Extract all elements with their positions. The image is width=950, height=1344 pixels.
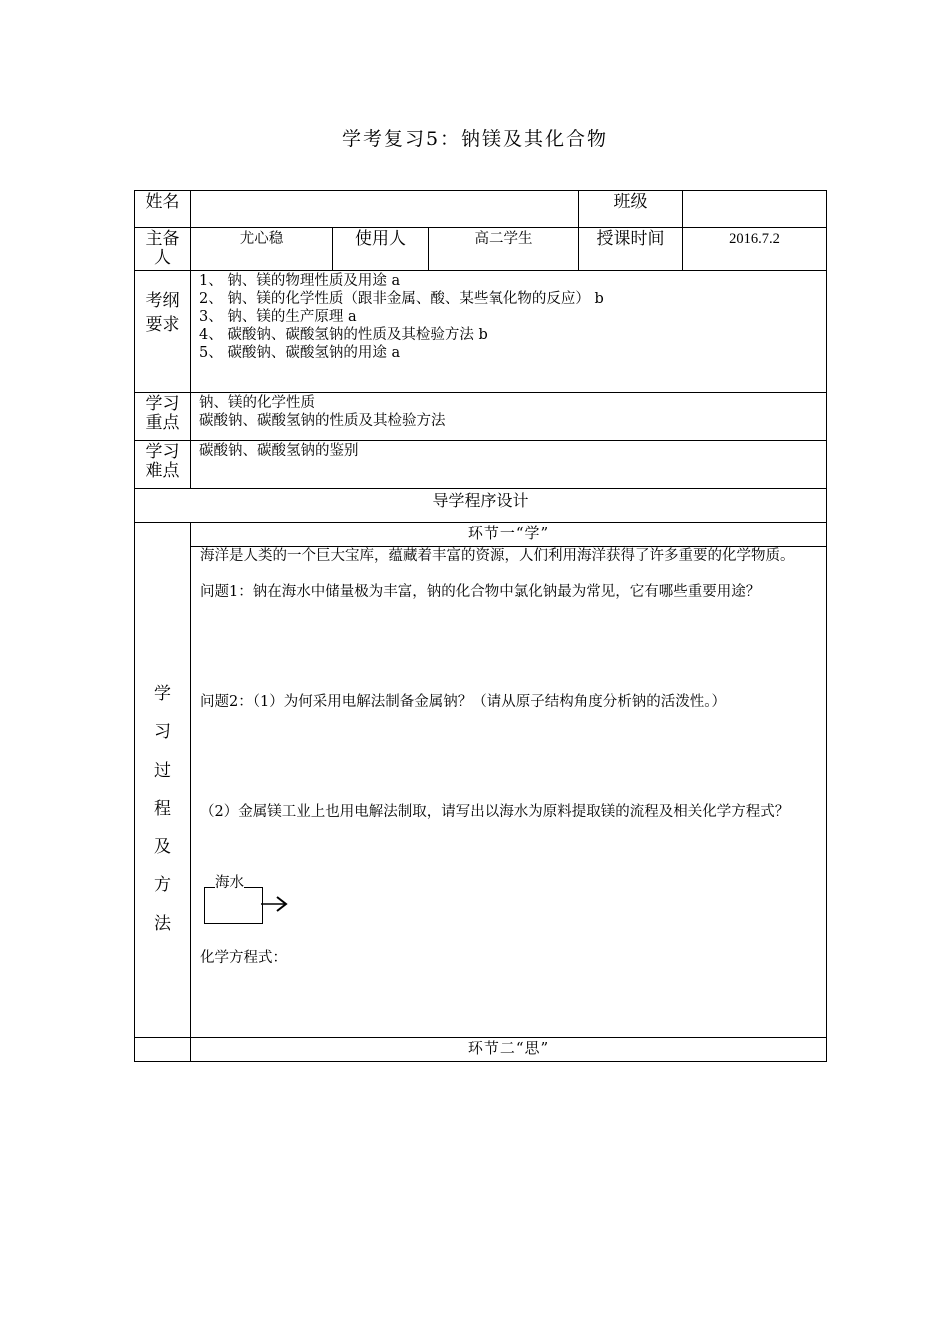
preparer-label: 主备人	[135, 228, 191, 271]
question-1: 问题1：钠在海水中储量极为丰富，钠的化合物中氯化钠最为常见，它有哪些重要用途？	[200, 584, 761, 600]
section2-side-cell	[135, 1038, 191, 1062]
class-label: 班级	[579, 191, 683, 228]
list-item: 3、 钠、镁的生产原理 a	[199, 309, 357, 325]
design-heading: 导学程序设计	[135, 489, 827, 523]
time-label: 授课时间	[579, 228, 683, 271]
date-value: 2016.7.2	[683, 228, 827, 271]
section1-heading-row	[135, 523, 827, 547]
page-title: 学考复习5：钠镁及其化合物	[341, 128, 609, 150]
section2-heading-row	[135, 1038, 827, 1062]
user-label: 使用人	[333, 228, 429, 271]
difficult-points-row	[135, 441, 827, 489]
name-field[interactable]	[191, 191, 579, 228]
name-row	[135, 191, 827, 228]
section2-heading: 环节二“思”	[191, 1038, 827, 1062]
preparer-value: 尤心稳	[191, 228, 333, 271]
lesson-plan-table	[134, 190, 827, 1062]
list-item: 钠、镁的化学性质	[199, 395, 315, 411]
difficult-points-label: 学习 难点	[135, 441, 191, 489]
class-field[interactable]	[683, 191, 827, 228]
key-points-list	[191, 393, 827, 441]
equation-label: 化学方程式：	[200, 950, 287, 966]
name-label: 姓名	[135, 191, 191, 228]
arrow-right-icon	[261, 894, 291, 914]
list-item: 2、 钠、镁的化学性质（跟非金属、酸、某些氧化物的反应） b	[199, 291, 604, 307]
flow-start-box	[204, 887, 263, 924]
question-2-part-2: （2）金属镁工业上也用电解法制取，请写出以海水为原料提取镁的流程及相关化学方程式？	[200, 804, 790, 820]
preparer-row	[135, 228, 827, 271]
section1-body	[191, 547, 827, 1038]
intro-text: 海洋是人类的一个巨大宝库，蕴藏着丰富的资源，人们利用海洋获得了许多重要的化学物质。	[200, 548, 795, 564]
section1-heading: 环节一“学”	[191, 523, 827, 547]
design-heading-row	[135, 489, 827, 523]
section1-body-row	[135, 547, 827, 1038]
process-label: 学 习 过 程 及 方 法	[135, 523, 191, 1038]
list-item: 5、 碳酸钠、碳酸氢钠的用途 a	[199, 345, 401, 361]
requirements-list	[191, 271, 827, 393]
key-points-row	[135, 393, 827, 441]
list-item: 碳酸钠、碳酸氢钠的性质及其检验方法	[199, 413, 446, 429]
list-item: 碳酸钠、碳酸氢钠的鉴别	[199, 443, 359, 459]
list-item: 4、 碳酸钠、碳酸氢钠的性质及其检验方法 b	[199, 327, 488, 343]
flow-start-label: 海水	[215, 875, 244, 891]
key-points-label: 学习 重点	[135, 393, 191, 441]
list-item: 1、 钠、镁的物理性质及用途 a	[199, 273, 401, 289]
question-2-part-1: 问题2：（1）为何采用电解法制备金属钠？（请从原子结构角度分析钠的活泼性。）	[200, 694, 726, 710]
user-value: 高二学生	[429, 228, 579, 271]
requirements-row	[135, 271, 827, 393]
difficult-points-list	[191, 441, 827, 489]
requirements-label: 考纲 要求	[135, 271, 191, 393]
